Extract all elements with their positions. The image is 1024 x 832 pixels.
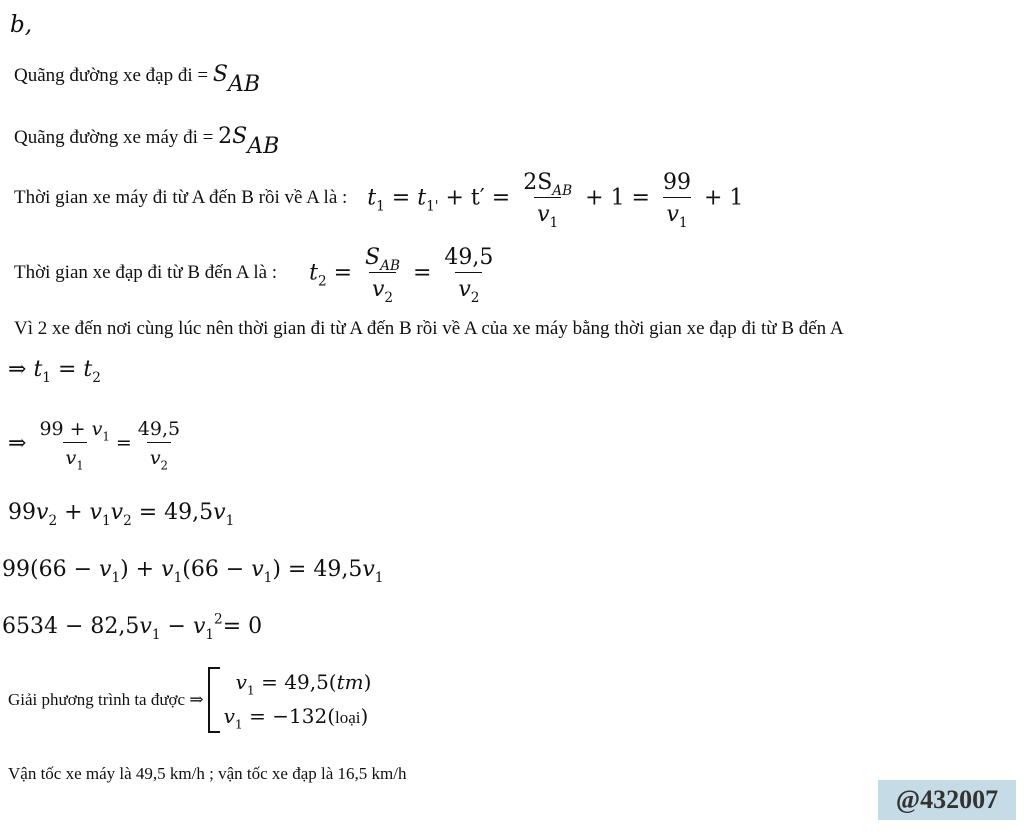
denominator-subscript: 2 [384, 289, 394, 306]
exponent-2: 2 [214, 611, 223, 628]
t-symbol: t [33, 357, 43, 382]
equation-substitution-line [2, 557, 384, 587]
motorbike-distance-text: Quãng đường xe máy đi = [14, 127, 219, 148]
v-symbol: v [213, 500, 226, 525]
fraction-49-5-over-v2 [135, 417, 183, 472]
plus-sign: + [57, 500, 90, 525]
constant-terms: 6534 − 82,5 [2, 614, 140, 639]
implies-arrow: ⇒ [8, 430, 27, 456]
motorbike-distance-line [14, 124, 280, 159]
plus-one: + 1 [704, 185, 744, 210]
distance-subscript: AB [227, 71, 261, 97]
subscript-1: 1 [246, 682, 255, 698]
plus-t-prime: + t′ = [445, 185, 511, 210]
subscript-1: 1 [234, 716, 243, 732]
numerator-subscript: AB [380, 257, 400, 274]
value-49-5: = 49,5( [254, 670, 337, 694]
fraction-equation-line [8, 408, 186, 478]
t1-subscript: 1 [376, 198, 385, 215]
numerator-49-5: 49,5 [137, 417, 181, 440]
solution-text: Giải phương trình ta được ⇒ [8, 690, 204, 709]
denominator-v: v [149, 446, 161, 469]
quadratic-equation-line [2, 611, 263, 644]
denominator-v: v [371, 276, 385, 302]
numerator-v: v [91, 417, 103, 440]
v-symbol: v [161, 557, 174, 582]
denominator-subscript: 1 [549, 214, 559, 231]
v-symbol: v [192, 614, 206, 639]
minus-sign: − [160, 614, 193, 639]
numerator-49-5: 49,5 [444, 244, 494, 270]
v-symbol: v [223, 704, 235, 728]
subscript-1: 1 [151, 627, 161, 644]
bicycle-time-line [14, 238, 499, 308]
bicycle-time-formula [309, 244, 499, 306]
numerator-subscript: AB [552, 182, 573, 199]
subscript-1: 1 [101, 513, 111, 530]
t1-prime-symbol: t [417, 185, 427, 210]
motorbike-time-text: Thời gian xe máy đi từ A đến B rồi về A là : [14, 187, 348, 208]
conclusion-line: Vận tốc xe máy là 49,5 km/h ; vận tốc xe đạp là 16,5 km/h [8, 764, 407, 783]
tag-loai: loại [335, 708, 361, 727]
t2-subscript: 2 [92, 370, 101, 387]
denominator-subscript: 1 [678, 214, 688, 231]
close-paren: ) [363, 670, 372, 694]
close-paren: ) [360, 704, 369, 728]
equation-99v2-line [8, 500, 235, 530]
v-symbol: v [235, 670, 247, 694]
v-symbol: v [251, 557, 264, 582]
left-bracket [208, 667, 220, 733]
t-symbol: t [83, 357, 93, 382]
numerator-99: 99 [663, 169, 691, 195]
distance-symbol: S [232, 124, 248, 149]
t2-symbol: t [309, 260, 318, 285]
solution-valid [224, 665, 372, 699]
t1-prime-subscript: 1' [426, 198, 439, 215]
denominator-v: v [537, 201, 550, 227]
numerator-subscript: 1 [102, 428, 110, 443]
solution-rejected [224, 699, 372, 735]
denominator-v: v [458, 276, 471, 302]
distance-coefficient: 2 [218, 124, 233, 149]
watermark: @432007 [878, 780, 1016, 820]
equals-sign: = [333, 260, 353, 285]
bicycle-time-text: Thời gian xe đạp đi từ B đến A là : [14, 262, 278, 283]
equals-sign: = [57, 357, 77, 382]
fraction-2sab-over-v1 [520, 169, 575, 231]
denominator-v: v [65, 446, 77, 469]
coefficient-99: 99 [2, 557, 30, 582]
bicycle-distance-line [14, 62, 261, 97]
equals-zero: = 0 [222, 614, 263, 639]
v-symbol: v [36, 500, 49, 525]
t2-subscript: 2 [317, 273, 327, 290]
subscript-2: 2 [48, 513, 58, 530]
reasoning-line: Vì 2 xe đến nơi cùng lúc nên thời gian đi từ A đến B rồi về A của xe máy bằng thời gian xe đạp đi từ B đến A [14, 318, 844, 339]
fraction-49-5-over-v2 [441, 244, 496, 306]
denominator-subscript: 2 [160, 457, 169, 472]
paren-66-minus: (66 − [182, 557, 252, 582]
solution-line [8, 664, 371, 736]
t1-subscript: 1 [42, 370, 51, 387]
plus-one-equals: + 1 = [585, 185, 650, 210]
v-symbol: v [110, 500, 124, 525]
motorbike-time-line [14, 163, 743, 233]
part-label: b, [10, 12, 33, 38]
numerator-2s: 2S [523, 169, 553, 195]
t1-symbol: t [367, 185, 377, 210]
v-symbol: v [99, 557, 112, 582]
subscript-1: 1 [374, 570, 384, 587]
numerator-99-plus: 99 + [39, 417, 92, 440]
subscript-1: 1 [111, 570, 121, 587]
equals-sign: = [391, 185, 411, 210]
denominator-subscript: 1 [76, 457, 84, 472]
motorbike-time-formula [367, 169, 744, 231]
numerator-s: S [365, 244, 381, 270]
denominator-subscript: 2 [470, 289, 480, 306]
close-paren-plus: ) + [120, 557, 162, 582]
subscript-1: 1 [225, 513, 235, 530]
subscript-1: 1 [205, 627, 215, 644]
subscript-2: 2 [123, 513, 132, 530]
tag-tm: tm [336, 670, 364, 694]
v-symbol: v [139, 614, 152, 639]
bicycle-distance-text: Quãng đường xe đạp đi = [14, 65, 213, 86]
distance-subscript: AB [247, 133, 280, 159]
v-symbol: v [89, 500, 102, 525]
solution-cases [224, 665, 372, 735]
equals-sign: = [412, 260, 432, 285]
fraction-99-over-v1 [660, 169, 694, 231]
close-paren-equals: ) = 49,5 [272, 557, 363, 582]
equals-sign: = [115, 432, 132, 454]
coefficient-99: 99 [8, 500, 36, 525]
value-minus-132: = −132( [242, 704, 336, 728]
fraction-99-plus-v1-over-v1 [36, 417, 112, 472]
paren-66-minus: (66 − [30, 557, 99, 582]
implies-arrow: ⇒ [8, 357, 27, 382]
v-symbol: v [362, 557, 375, 582]
t1-equals-t2-line [8, 357, 101, 387]
distance-symbol: S [212, 62, 228, 87]
denominator-v: v [666, 201, 679, 227]
fraction-sab-over-v2 [362, 244, 403, 306]
equals-49-5: = 49,5 [131, 500, 214, 525]
subscript-1: 1 [263, 570, 273, 587]
subscript-1: 1 [173, 570, 183, 587]
